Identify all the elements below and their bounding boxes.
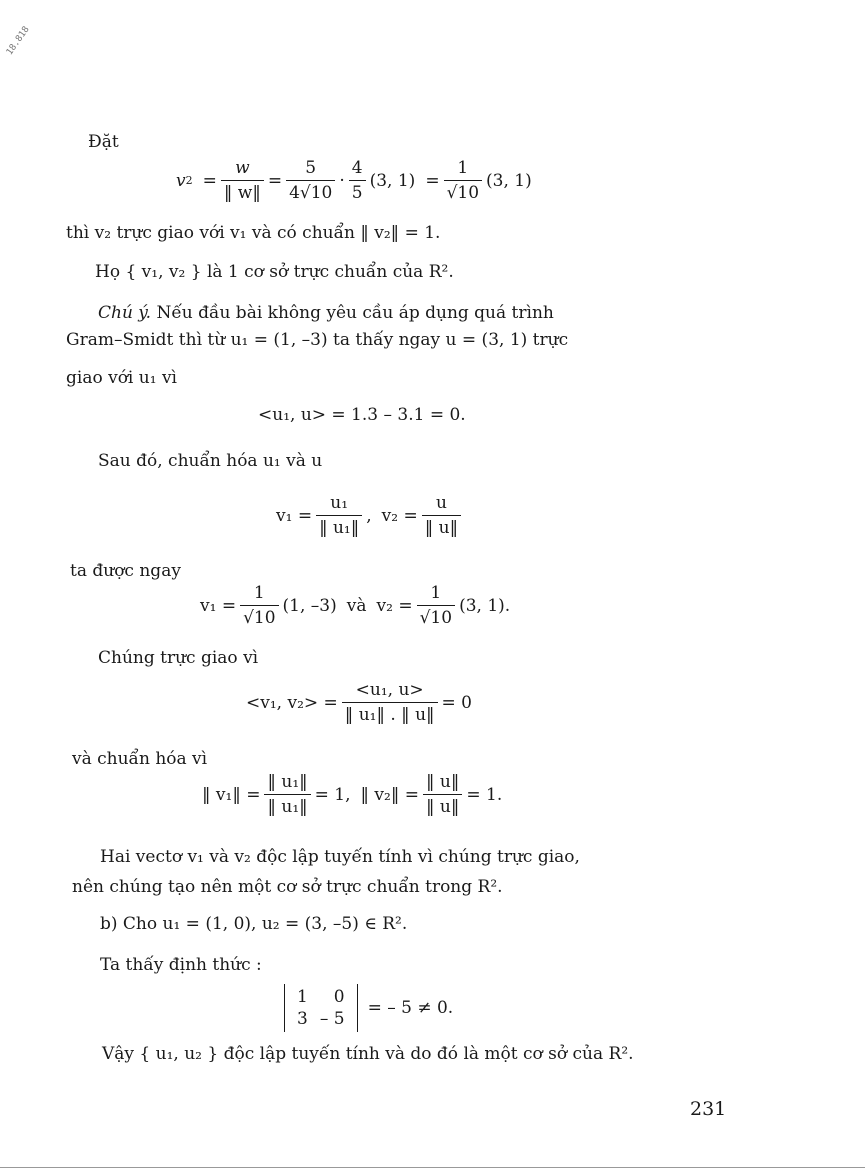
fraction-1-over-sqrt10 bbox=[444, 158, 482, 203]
frac-num: 1 bbox=[457, 158, 469, 178]
det-cell: – 5 bbox=[319, 1009, 345, 1029]
fraction-norm-u1 bbox=[264, 772, 310, 817]
frac-num: ‖ u‖ bbox=[426, 772, 460, 792]
fraction-inner-over-norms bbox=[342, 680, 438, 725]
fraction-u-over-norm bbox=[422, 493, 461, 538]
frac-num: u bbox=[435, 493, 447, 513]
frac-num: ‖ u₁‖ bbox=[267, 772, 308, 792]
frac-num: 4 bbox=[351, 158, 363, 178]
equation-v2-definition bbox=[176, 158, 532, 203]
frac-num: u₁ bbox=[330, 493, 349, 513]
frac-den: ‖ u‖ bbox=[423, 794, 462, 817]
text-line: Gram–Smidt thì từ u₁ = (1, –3) ta thấy ngay u = (3, 1) trực bbox=[66, 330, 569, 350]
eq6-lhs1: ‖ v₁‖ = bbox=[202, 784, 261, 805]
text-line: Vậy { u₁, u₂ } độc lập tuyến tính và do đó là một cơ sở của R². bbox=[102, 1044, 634, 1064]
text-line: Chúng trực giao vì bbox=[98, 648, 259, 668]
equation-norms bbox=[202, 772, 502, 817]
eq5-rhs: = 0 bbox=[441, 692, 472, 713]
fraction-w-over-norm-w bbox=[221, 158, 264, 203]
note-label: Chú ý. bbox=[98, 303, 152, 323]
equation-normalize bbox=[276, 493, 465, 538]
eq1-dot: · bbox=[339, 170, 345, 191]
eq3-comma: , bbox=[366, 505, 372, 526]
frac-num: w bbox=[235, 158, 250, 178]
frac-num: 5 bbox=[305, 158, 317, 178]
eq4-vec2: (3, 1). bbox=[459, 595, 511, 616]
frac-den: √10 bbox=[417, 605, 455, 628]
text-line: thì v₂ trực giao với v₁ và có chuẩn ‖ v₂‖ = 1. bbox=[66, 223, 441, 243]
fraction-u1-over-norm bbox=[316, 493, 362, 538]
text-line: Ta thấy định thức : bbox=[100, 955, 262, 975]
eq4-lhs1: v₁ = bbox=[200, 595, 237, 616]
eq1-equals: = bbox=[202, 170, 217, 191]
frac-num: <u₁, u> bbox=[355, 680, 424, 700]
frac-den: √10 bbox=[240, 605, 278, 628]
text-line: b) Cho u₁ = (1, 0), u₂ = (3, –5) ∈ R². bbox=[100, 914, 408, 934]
text-line-note bbox=[98, 303, 554, 323]
eq4-and: và bbox=[346, 595, 367, 616]
det-cell: 0 bbox=[333, 987, 345, 1007]
eq6-mid: = 1, bbox=[314, 784, 351, 805]
eq1-lhs: v bbox=[176, 170, 186, 191]
fraction-4-over-5 bbox=[349, 158, 366, 203]
eq6-rhs: = 1. bbox=[466, 784, 503, 805]
eq1-vector: (3, 1) bbox=[369, 170, 416, 191]
eq3-lhs2: v₂ = bbox=[381, 505, 418, 526]
fraction-norm-u bbox=[423, 772, 462, 817]
text-line: và chuẩn hóa vì bbox=[72, 749, 208, 769]
frac-den: ‖ u‖ bbox=[422, 515, 461, 538]
det-cell: 1 bbox=[297, 987, 308, 1007]
margin-stamp: 18.818 bbox=[4, 24, 32, 58]
frac-den: √10 bbox=[444, 180, 482, 203]
determinant-matrix bbox=[284, 984, 358, 1032]
equation-v1-v2-values bbox=[200, 583, 510, 628]
eq1-vector-2: (3, 1) bbox=[486, 170, 532, 191]
text-line: giao với u₁ vì bbox=[66, 368, 177, 388]
equation-determinant bbox=[284, 984, 453, 1032]
equation-orthogonal bbox=[246, 680, 472, 725]
text-line: Hai vectơ v₁ và v₂ độc lập tuyến tính vì chúng trực giao, bbox=[100, 847, 580, 867]
eq1-equals-2: = bbox=[267, 170, 283, 191]
det-rhs: = – 5 ≠ 0. bbox=[367, 998, 454, 1018]
eq3-lhs1: v₁ = bbox=[276, 505, 313, 526]
frac-den: ‖ w‖ bbox=[221, 180, 264, 203]
eq6-lhs2: ‖ v₂‖ = bbox=[360, 784, 420, 805]
eq5-lhs: <v₁, v₂> = bbox=[246, 692, 338, 713]
fraction-1-over-sqrt10 bbox=[417, 583, 455, 628]
frac-den: ‖ u₁‖ bbox=[264, 794, 310, 817]
frac-den: 4√10 bbox=[286, 180, 335, 203]
frac-den: 5 bbox=[349, 180, 366, 203]
eq4-lhs2: v₂ = bbox=[376, 595, 413, 616]
frac-den: ‖ u₁‖ . ‖ u‖ bbox=[342, 702, 438, 725]
footer-rule bbox=[0, 1167, 865, 1168]
note-text: Nếu đầu bài không yêu cầu áp dụng quá trình bbox=[151, 303, 554, 323]
frac-num: 1 bbox=[253, 583, 265, 603]
text-line: ta được ngay bbox=[70, 561, 181, 581]
fraction-5-over-4sqrt10 bbox=[286, 158, 335, 203]
det-cell: 3 bbox=[297, 1009, 308, 1029]
text-line: nên chúng tạo nên một cơ sở trực chuẩn trong R². bbox=[72, 877, 503, 897]
text-line-dat: Đặt bbox=[88, 132, 119, 152]
fraction-1-over-sqrt10 bbox=[240, 583, 278, 628]
frac-num: 1 bbox=[430, 583, 442, 603]
equation-inner-product: <u₁, u> = 1.3 – 3.1 = 0. bbox=[258, 405, 466, 425]
text-line: Họ { v₁, v₂ } là 1 cơ sở trực chuẩn của R². bbox=[95, 262, 454, 282]
frac-den: ‖ u₁‖ bbox=[316, 515, 362, 538]
eq1-lhs-sub: 2 bbox=[185, 174, 193, 187]
page-number: 231 bbox=[690, 1098, 727, 1120]
eq4-vec1: (1, –3) bbox=[282, 595, 337, 616]
eq1-equals-3: = bbox=[425, 170, 440, 191]
text-line: Sau đó, chuẩn hóa u₁ và u bbox=[98, 451, 323, 471]
